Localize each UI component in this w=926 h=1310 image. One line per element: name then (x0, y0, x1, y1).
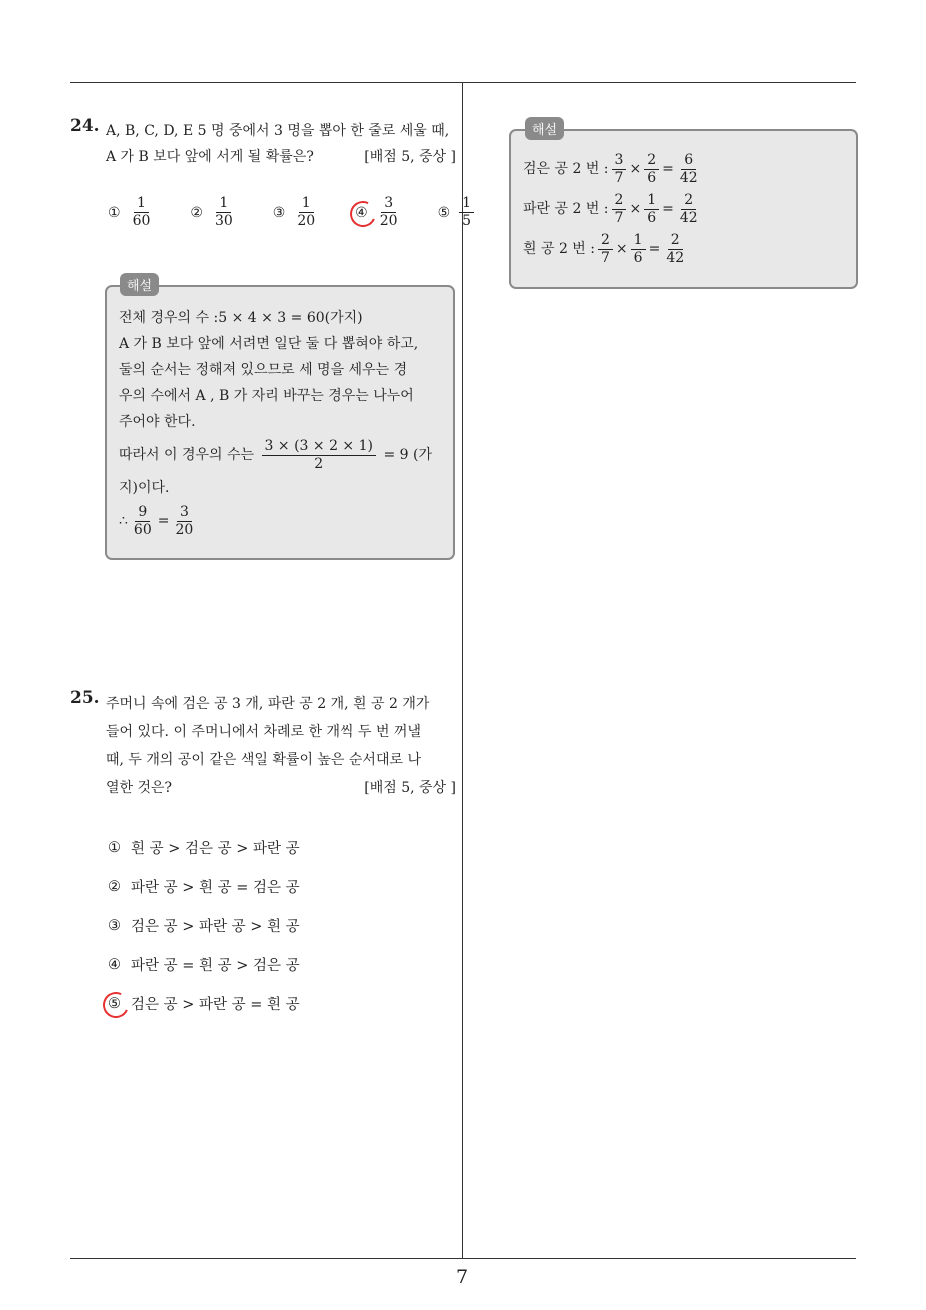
choice-mark: ② (190, 204, 203, 221)
option-mark: ① (108, 839, 121, 856)
solution-row: 파란 공 2 번 : $\frac{2}{7}$ × $\frac{1}{6}$ = $\frac{2}{42}$ (523, 191, 698, 226)
fraction: $\frac{1}{30}$ (214, 195, 233, 229)
bottom-rule (70, 1258, 856, 1259)
top-rule (70, 82, 856, 83)
option-5[interactable] (108, 984, 300, 1023)
solution-row: 검은 공 2 번 : $\frac{3}{7}$ × $\frac{2}{6}$ = $\frac{6}{42}$ (523, 151, 698, 186)
fraction: $\frac{3}{20}$ (175, 503, 194, 538)
solution-line: 지)이다. (119, 480, 170, 496)
question-line: A 가 B 보다 앞에 서게 될 확률은? [배점 5, 중상 ] (106, 144, 456, 170)
question-number: 24. (70, 116, 100, 136)
solution-line: A 가 B 보다 앞에 서려면 일단 둘 다 뽑혀야 하고, (119, 336, 419, 352)
score-meta: [배점 5, 중상 ] (364, 149, 456, 165)
solution-line: ∴ $\frac{9}{60}$ = $\frac{3}{20}$ (119, 501, 445, 541)
option-4[interactable] (108, 945, 300, 984)
column-divider (462, 83, 463, 1259)
answer-choices (108, 195, 511, 230)
solution-tag: 해설 (525, 117, 564, 140)
option-3[interactable] (108, 906, 300, 945)
page-number: 7 (456, 1266, 469, 1288)
question-text (106, 690, 456, 802)
option-2[interactable] (108, 867, 300, 906)
option-mark: ④ (108, 956, 121, 973)
question-line: 열한 것은? [배점 5, 중상 ] (106, 774, 456, 802)
solution-box-24 (105, 279, 455, 560)
answer-options (108, 828, 300, 1023)
option-text: 흰 공 > 검은 공 > 파란 공 (131, 841, 300, 857)
question-number: 25. (70, 688, 100, 708)
choice-mark: ③ (272, 204, 286, 221)
fraction: $\frac{3}{20}$ (379, 195, 398, 229)
option-1[interactable] (108, 828, 300, 867)
question-line: 주머니 속에 검은 공 3 개, 파란 공 2 개, 흰 공 2 개가 (106, 696, 430, 712)
solution-line: 우의 수에서 A , B 가 자리 바꾸는 경우는 나누어 (119, 388, 414, 404)
answer-circle-icon (347, 197, 380, 230)
option-mark: ③ (108, 917, 121, 934)
solution-tag: 해설 (120, 273, 159, 296)
question-line: 들어 있다. 이 주머니에서 차례로 한 개씩 두 번 꺼낼 (106, 724, 421, 740)
choice-1[interactable] (108, 195, 156, 230)
choice-3[interactable] (273, 195, 321, 230)
solution-box-25 (509, 123, 858, 289)
solution-line: 따라서 이 경우의 수는 $\frac{3 \times (3 \times 2 \times 1)}{2}$ = 9 (가 (119, 437, 432, 472)
question-text (106, 118, 456, 170)
fraction: $\frac{1}{20}$ (297, 195, 316, 229)
answer-circle-icon (99, 988, 132, 1021)
choice-2[interactable] (190, 195, 238, 230)
question-line: 때, 두 개의 공이 같은 색일 확률이 높은 순서대로 나 (106, 752, 421, 768)
solution-text (523, 149, 849, 269)
score-meta: [배점 5, 중상 ] (364, 780, 456, 796)
solution-line: 둘의 순서는 정해져 있으므로 세 명을 세우는 경 (119, 362, 408, 378)
fraction: $\frac{3 \times (3 \times 2 \times 1)}{2}$ (262, 438, 376, 473)
option-text: 검은 공 > 파란 공 = 흰 공 (131, 997, 300, 1013)
question-line: A, B, C, D, E 5 명 중에서 3 명을 뽑아 한 줄로 세울 때, (106, 123, 450, 139)
solution-line: 주어야 한다. (119, 414, 196, 430)
option-text: 검은 공 > 파란 공 > 흰 공 (131, 919, 300, 935)
choice-mark: ⑤ (437, 204, 451, 221)
solution-row: 흰 공 2 번 : $\frac{2}{7}$ × $\frac{1}{6}$ = $\frac{2}{42}$ (523, 231, 685, 266)
choice-4[interactable] (355, 195, 403, 230)
choice-mark: ④ (355, 205, 368, 221)
fraction: $\frac{9}{60}$ (133, 503, 152, 538)
solution-text (119, 305, 445, 541)
option-text: 파란 공 = 흰 공 > 검은 공 (131, 958, 300, 974)
choice-mark: ① (108, 204, 121, 221)
option-mark: ⑤ (108, 996, 121, 1012)
option-mark: ② (108, 878, 121, 895)
solution-line: 전체 경우의 수 :5 × 4 × 3 = 60(가지) (119, 310, 363, 326)
fraction: $\frac{1}{60}$ (132, 195, 151, 229)
choice-5[interactable] (438, 195, 477, 230)
option-text: 파란 공 > 흰 공 = 검은 공 (131, 880, 300, 896)
fraction: $\frac{1}{5}$ (459, 195, 474, 230)
